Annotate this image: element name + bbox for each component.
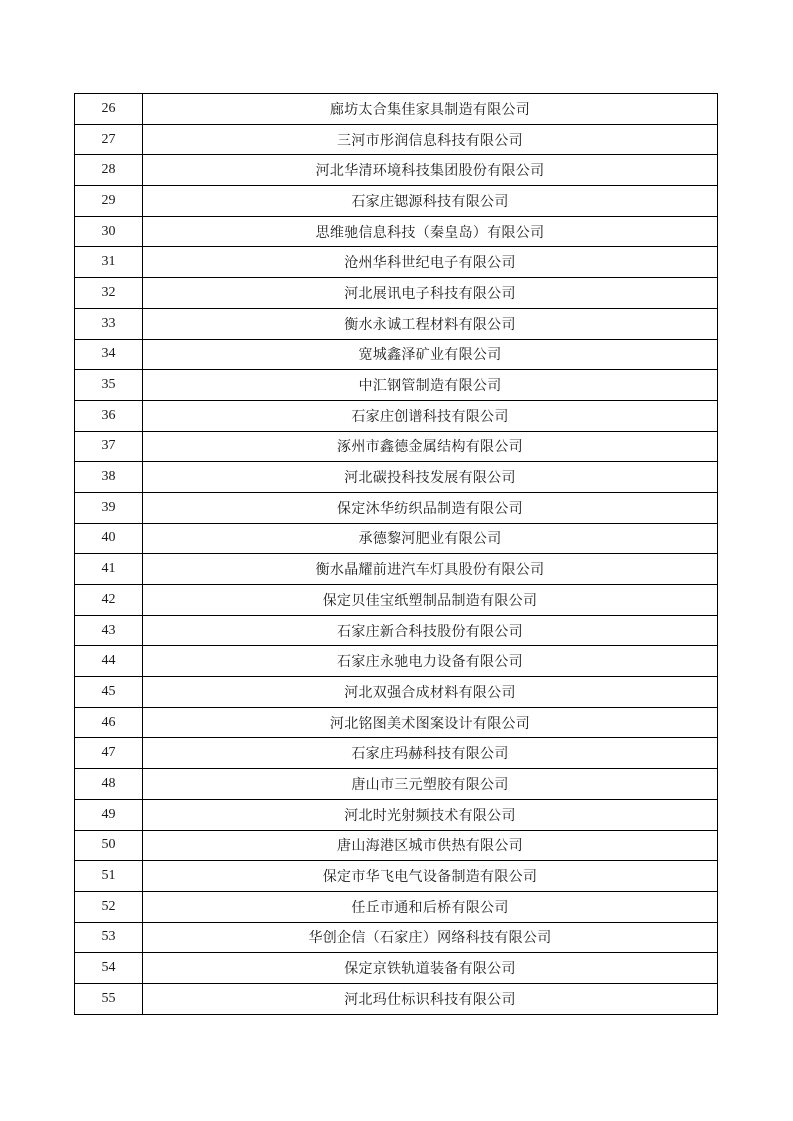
table-row	[75, 738, 718, 769]
table-row	[75, 339, 718, 370]
table-row	[75, 523, 718, 554]
table-row	[75, 308, 718, 339]
table-row	[75, 492, 718, 523]
row-number-cell: 48	[75, 769, 143, 800]
company-name-cell: 石家庄玛赫科技有限公司	[143, 738, 718, 769]
row-number-cell: 51	[75, 861, 143, 892]
row-number-cell: 28	[75, 155, 143, 186]
company-name-cell: 廊坊太合集佳家具制造有限公司	[143, 94, 718, 125]
row-number-cell: 29	[75, 186, 143, 217]
table-row	[75, 830, 718, 861]
table-row	[75, 677, 718, 708]
row-number-cell: 47	[75, 738, 143, 769]
table-body	[75, 94, 718, 1015]
table-row	[75, 585, 718, 616]
row-number-cell: 30	[75, 216, 143, 247]
company-name-cell: 衡水晶耀前进汽车灯具股份有限公司	[143, 554, 718, 585]
company-name-cell: 保定贝佳宝纸塑制品制造有限公司	[143, 585, 718, 616]
company-name-cell: 衡水永诚工程材料有限公司	[143, 308, 718, 339]
row-number-cell: 34	[75, 339, 143, 370]
table-row	[75, 247, 718, 278]
row-number-cell: 36	[75, 400, 143, 431]
table-row	[75, 769, 718, 800]
company-name-cell: 沧州华科世纪电子有限公司	[143, 247, 718, 278]
company-name-cell: 河北铭图美术图案设计有限公司	[143, 707, 718, 738]
table-row	[75, 554, 718, 585]
company-name-cell: 河北时光射频技术有限公司	[143, 799, 718, 830]
table-row	[75, 462, 718, 493]
table-row	[75, 799, 718, 830]
company-name-cell: 唐山海港区城市供热有限公司	[143, 830, 718, 861]
row-number-cell: 53	[75, 922, 143, 953]
company-name-cell: 河北展讯电子科技有限公司	[143, 278, 718, 309]
row-number-cell: 41	[75, 554, 143, 585]
table-row	[75, 646, 718, 677]
row-number-cell: 50	[75, 830, 143, 861]
table-row	[75, 922, 718, 953]
table-row	[75, 124, 718, 155]
table-row	[75, 861, 718, 892]
table-row	[75, 400, 718, 431]
table-row	[75, 278, 718, 309]
company-name-cell: 宽城鑫泽矿业有限公司	[143, 339, 718, 370]
table-row	[75, 615, 718, 646]
row-number-cell: 45	[75, 677, 143, 708]
company-name-cell: 河北双强合成材料有限公司	[143, 677, 718, 708]
company-name-cell: 任丘市通和后桥有限公司	[143, 891, 718, 922]
row-number-cell: 27	[75, 124, 143, 155]
row-number-cell: 39	[75, 492, 143, 523]
company-list-table	[74, 93, 718, 1015]
row-number-cell: 37	[75, 431, 143, 462]
table-row	[75, 891, 718, 922]
row-number-cell: 32	[75, 278, 143, 309]
company-name-cell: 思维驰信息科技（秦皇岛）有限公司	[143, 216, 718, 247]
company-name-cell: 华创企信（石家庄）网络科技有限公司	[143, 922, 718, 953]
company-name-cell: 三河市彤润信息科技有限公司	[143, 124, 718, 155]
row-number-cell: 35	[75, 370, 143, 401]
row-number-cell: 55	[75, 983, 143, 1014]
company-name-cell: 石家庄锶源科技有限公司	[143, 186, 718, 217]
row-number-cell: 44	[75, 646, 143, 677]
company-name-cell: 河北华清环境科技集团股份有限公司	[143, 155, 718, 186]
company-name-cell: 保定京铁轨道装备有限公司	[143, 953, 718, 984]
table-row	[75, 186, 718, 217]
row-number-cell: 31	[75, 247, 143, 278]
table-row	[75, 707, 718, 738]
company-name-cell: 河北玛仕标识科技有限公司	[143, 983, 718, 1014]
row-number-cell: 43	[75, 615, 143, 646]
row-number-cell: 26	[75, 94, 143, 125]
company-name-cell: 石家庄创谱科技有限公司	[143, 400, 718, 431]
table-row	[75, 216, 718, 247]
row-number-cell: 54	[75, 953, 143, 984]
table-row	[75, 953, 718, 984]
row-number-cell: 33	[75, 308, 143, 339]
row-number-cell: 40	[75, 523, 143, 554]
table-row	[75, 94, 718, 125]
company-name-cell: 石家庄永驰电力设备有限公司	[143, 646, 718, 677]
company-name-cell: 保定市华飞电气设备制造有限公司	[143, 861, 718, 892]
company-name-cell: 保定沐华纺织品制造有限公司	[143, 492, 718, 523]
row-number-cell: 46	[75, 707, 143, 738]
company-name-cell: 涿州市鑫德金属结构有限公司	[143, 431, 718, 462]
company-name-cell: 唐山市三元塑胶有限公司	[143, 769, 718, 800]
row-number-cell: 49	[75, 799, 143, 830]
table-row	[75, 370, 718, 401]
table-row	[75, 155, 718, 186]
row-number-cell: 38	[75, 462, 143, 493]
company-name-cell: 中汇钢管制造有限公司	[143, 370, 718, 401]
company-name-cell: 河北碳投科技发展有限公司	[143, 462, 718, 493]
company-name-cell: 石家庄新合科技股份有限公司	[143, 615, 718, 646]
table-row	[75, 983, 718, 1014]
row-number-cell: 42	[75, 585, 143, 616]
company-name-cell: 承德黎河肥业有限公司	[143, 523, 718, 554]
row-number-cell: 52	[75, 891, 143, 922]
table-row	[75, 431, 718, 462]
